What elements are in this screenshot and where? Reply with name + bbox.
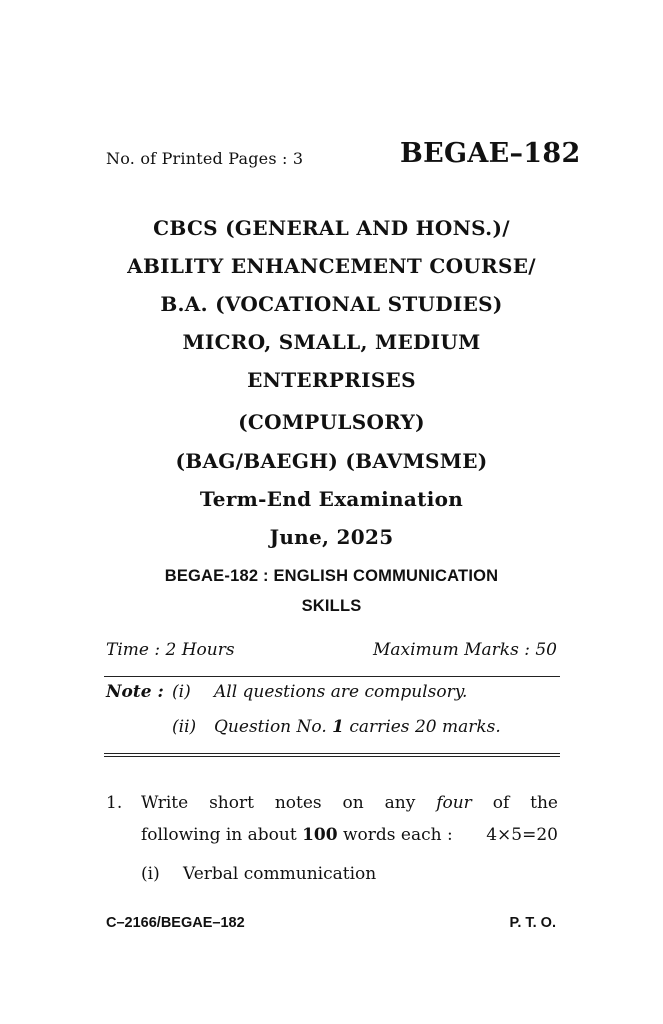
sub-question-number: (i) [141,864,160,884]
time-allowed: Time : 2 Hours [106,640,235,660]
title-line: (BAG/BAEGH) (BAVMSME) [175,449,488,473]
title-line: ENTERPRISES [247,368,416,392]
title-line: ABILITY ENHANCEMENT COURSE/ [127,254,536,278]
note-item-number: (ii) [172,717,197,737]
footer-paper-code: C–2166/BEGAE–182 [106,915,245,931]
exam-term: Term-End Examination [199,487,464,511]
maximum-marks: Maximum Marks : 50 [372,640,557,660]
double-divider-line [104,753,560,757]
sub-question-text: Verbal communication [183,864,377,884]
note-item-number: (i) [172,682,191,702]
course-title-line: SKILLS [301,597,362,615]
note-item-text: All questions are compulsory. [214,682,468,702]
question-text-line: Write short notes on any four of the [141,793,558,813]
note-label: Note : [106,682,164,702]
title-line: MICRO, SMALL, MEDIUM [182,330,481,354]
title-line: (COMPULSORY) [238,410,425,434]
note-item-text: Question No. 1 carries 20 marks. [214,717,501,737]
paper-code: BEGAE–182 [400,138,581,169]
footer-pto: P. T. O. [509,915,556,931]
printed-pages-count: No. of Printed Pages : 3 [106,149,304,168]
exam-date: June, 2025 [269,525,394,549]
question-marks: 4×5=20 [486,825,558,845]
title-line: B.A. (VOCATIONAL STUDIES) [160,292,503,316]
question-text-line: following in about 100 words each : 4×5=20 [141,825,558,845]
title-line: CBCS (GENERAL AND HONS.)/ [153,216,510,240]
question-number: 1. [106,793,123,813]
course-title-line: BEGAE-182 : ENGLISH COMMUNICATION [164,567,499,585]
divider-line [104,676,560,677]
